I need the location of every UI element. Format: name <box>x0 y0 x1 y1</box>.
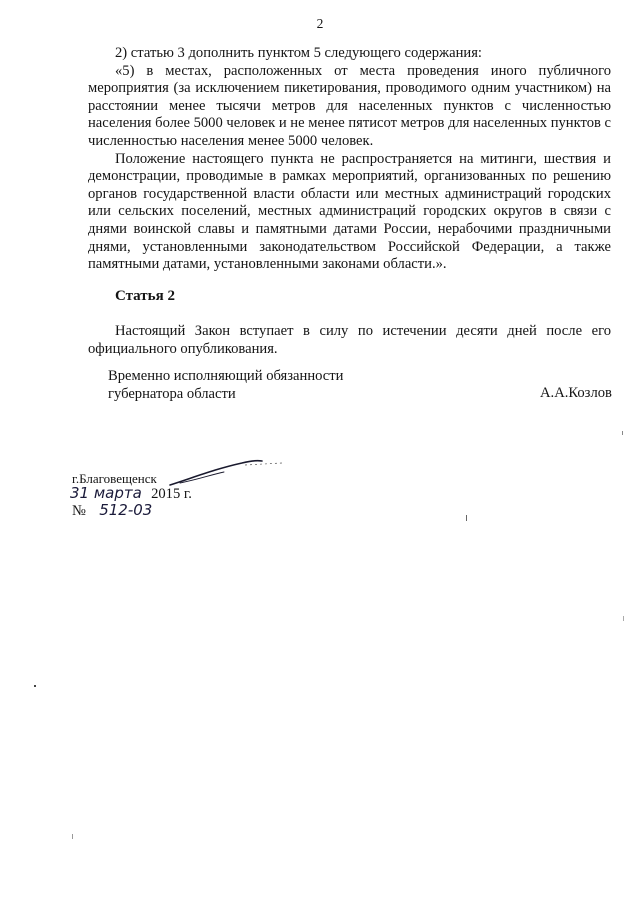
date-year: 2015 г. <box>151 486 192 502</box>
scan-speck <box>34 685 36 687</box>
article-2-body <box>88 323 611 358</box>
amendment-point-5: «5) в местах, расположенных от места проведения иного публичного мероприятия (за исключением пикетирования, проводимого одним участником) на расстоянии менее тысячи метров для населенных пунктов с численностью населения более 5000 человек и не менее пятисот метров для населенных пунктов с численностью населения менее 5000 человек. <box>88 62 612 149</box>
amendment-intro: 2) статью 3 дополнить пунктом 5 следующего содержания: <box>115 45 482 61</box>
scan-speck <box>466 515 467 521</box>
signatory-title-line-1: Временно исполняющий обязанности <box>108 368 344 384</box>
signatory-title <box>108 368 343 403</box>
law-number <box>72 501 152 520</box>
handwritten-date: 31 марта <box>70 484 142 502</box>
scan-speck <box>622 431 623 435</box>
scan-speck <box>623 616 624 621</box>
place-of-signing: г.Благовещенск <box>72 471 157 486</box>
article-2-heading: Статья 2 <box>115 288 175 304</box>
amendment-block <box>88 45 611 274</box>
page-number: 2 <box>316 16 324 31</box>
scan-speck <box>72 834 73 839</box>
signatory-name: А.А.Козлов <box>540 385 612 401</box>
number-prefix: № <box>72 503 86 519</box>
amendment-exception: Положение настоящего пункта не распространяется на митинги, шествия и демонстрации, проводимые в рамках мероприятий, организованных по решению органов государственной власти области или местных администраций городских или сельских поселений, местных администраций городских округов в связи с днями воинской славы и памятными датами России, нерабочими праздничными днями, установленными законодательством Российской Федерации, а также памятными датами, установленными законами области.». <box>88 150 611 273</box>
article-2-text: Настоящий Закон вступает в силу по истечении десяти дней после его официального опубликования. <box>88 323 611 357</box>
handwritten-number: 512-03 <box>99 501 153 519</box>
signatory-title-line-2: губернатора области <box>108 385 236 402</box>
